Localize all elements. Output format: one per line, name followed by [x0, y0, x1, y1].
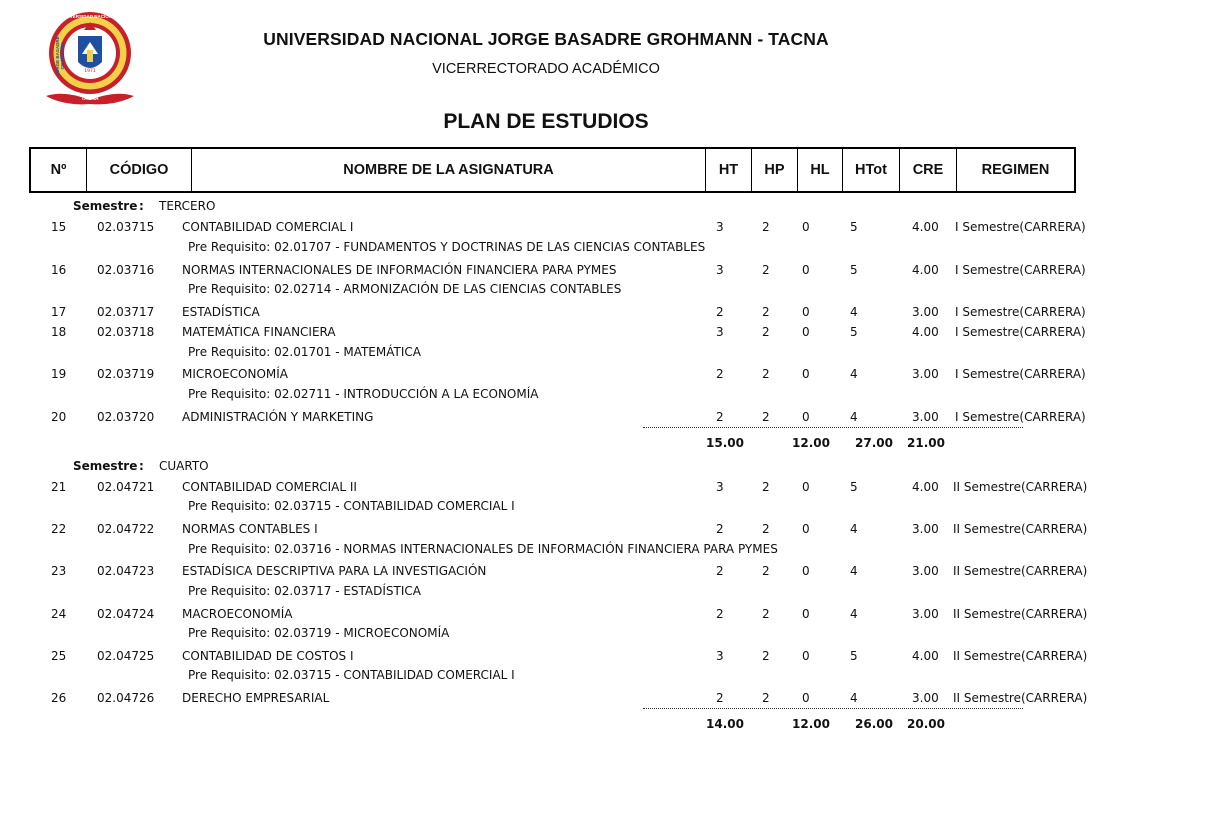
row-cre: 4.00 — [912, 263, 939, 277]
logo-top-text: UNIVERSIDAD NACIONAL — [61, 14, 118, 19]
row-hp: 2 — [762, 410, 770, 424]
row-htot: 4 — [850, 522, 858, 536]
row-hl: 0 — [802, 410, 810, 424]
row-htot: 4 — [850, 305, 858, 319]
row-prerequisite: Pre Requisito: 02.01701 - MATEMÁTICA — [188, 345, 421, 359]
row-number: 22 — [51, 522, 67, 536]
row-code: 02.04725 — [97, 649, 155, 663]
row-number: 26 — [51, 691, 67, 705]
row-number: 21 — [51, 480, 67, 494]
total-cre: 20.00 — [907, 717, 945, 731]
row-cre: 4.00 — [912, 325, 939, 339]
total-ht: 15.00 — [706, 436, 744, 450]
row-code: 02.03716 — [97, 263, 155, 277]
svg-text:1971: 1971 — [84, 69, 96, 74]
row-number: 24 — [51, 607, 67, 621]
row-ht: 2 — [716, 607, 724, 621]
row-course-name: ESTADÍSICA DESCRIPTIVA PARA LA INVESTIGACIÓN — [182, 564, 487, 578]
row-ht: 3 — [716, 220, 724, 234]
row-course-name: ESTADÍSTICA — [182, 305, 260, 319]
page-title: PLAN DE ESTUDIOS — [443, 110, 649, 133]
row-hp: 2 — [762, 691, 770, 705]
col-ht: HT — [706, 149, 752, 191]
col-code: CÓDIGO — [87, 149, 192, 191]
row-code: 02.03715 — [97, 220, 155, 234]
row-ht: 2 — [716, 564, 724, 578]
row-hl: 0 — [802, 522, 810, 536]
row-course-name: MATEMÁTICA FINANCIERA — [182, 325, 336, 339]
row-code: 02.03718 — [97, 325, 155, 339]
row-course-name: ADMINISTRACIÓN Y MARKETING — [182, 410, 374, 424]
total-hl: 12.00 — [792, 436, 830, 450]
row-cre: 3.00 — [912, 691, 939, 705]
row-hp: 2 — [762, 367, 770, 381]
row-htot: 5 — [850, 325, 858, 339]
total-htot: 26.00 — [855, 717, 893, 731]
row-number: 23 — [51, 564, 67, 578]
row-hl: 0 — [802, 480, 810, 494]
row-course-name: MACROECONOMÍA — [182, 607, 293, 621]
semester-sep: : — [139, 199, 144, 213]
total-ht: 14.00 — [706, 717, 744, 731]
row-regimen: I Semestre(CARRERA) — [955, 410, 1086, 424]
row-regimen: II Semestre(CARRERA) — [953, 649, 1088, 663]
row-code: 02.03719 — [97, 367, 155, 381]
total-separator — [643, 425, 1023, 428]
total-hl: 12.00 — [792, 717, 830, 731]
row-course-name: NORMAS CONTABLES I — [182, 522, 318, 536]
row-code: 02.04723 — [97, 564, 155, 578]
row-course-name: CONTABILIDAD COMERCIAL I — [182, 220, 354, 234]
row-regimen: I Semestre(CARRERA) — [955, 367, 1086, 381]
row-number: 17 — [51, 305, 67, 319]
row-number: 19 — [51, 367, 67, 381]
row-code: 02.03717 — [97, 305, 155, 319]
row-course-name: DERECHO EMPRESARIAL — [182, 691, 330, 705]
row-hp: 2 — [762, 263, 770, 277]
row-hl: 0 — [802, 325, 810, 339]
row-hp: 2 — [762, 522, 770, 536]
row-hl: 0 — [802, 220, 810, 234]
row-hp: 2 — [762, 564, 770, 578]
row-ht: 3 — [716, 263, 724, 277]
row-ht: 2 — [716, 691, 724, 705]
row-regimen: II Semestre(CARRERA) — [953, 564, 1088, 578]
row-htot: 4 — [850, 691, 858, 705]
row-prerequisite: Pre Requisito: 02.03716 - NORMAS INTERNACIONALES DE INFORMACIÓN FINANCIERA PARA PYMES — [188, 542, 778, 556]
row-prerequisite: Pre Requisito: 02.03719 - MICROECONOMÍA — [188, 626, 450, 640]
row-hp: 2 — [762, 305, 770, 319]
row-cre: 3.00 — [912, 367, 939, 381]
row-hl: 0 — [802, 564, 810, 578]
row-cre: 4.00 — [912, 649, 939, 663]
row-cre: 4.00 — [912, 480, 939, 494]
row-prerequisite: Pre Requisito: 02.01707 - FUNDAMENTOS Y DOCTRINAS DE LAS CIENCIAS CONTABLES — [188, 240, 706, 254]
row-code: 02.04726 — [97, 691, 155, 705]
col-regimen: REGIMEN — [981, 162, 1050, 178]
row-ht: 2 — [716, 305, 724, 319]
row-regimen: I Semestre(CARRERA) — [955, 220, 1086, 234]
row-htot: 5 — [850, 480, 858, 494]
row-hl: 0 — [802, 263, 810, 277]
col-no: Nº — [31, 149, 87, 191]
row-course-name: CONTABILIDAD COMERCIAL II — [182, 480, 357, 494]
row-prerequisite: Pre Requisito: 02.02711 - INTRODUCCIÓN A LA ECONOMÍA — [188, 387, 539, 401]
row-hl: 0 — [802, 649, 810, 663]
row-htot: 4 — [850, 410, 858, 424]
row-regimen: II Semestre(CARRERA) — [953, 607, 1088, 621]
semester-label: Semestre — [73, 199, 138, 213]
row-hl: 0 — [802, 305, 810, 319]
semester-label: Semestre — [73, 459, 138, 473]
total-cre: 21.00 — [907, 436, 945, 450]
row-prerequisite: Pre Requisito: 02.03717 - ESTADÍSTICA — [188, 584, 421, 598]
row-htot: 4 — [850, 367, 858, 381]
row-code: 02.04724 — [97, 607, 155, 621]
row-regimen: I Semestre(CARRERA) — [955, 263, 1086, 277]
row-regimen: I Semestre(CARRERA) — [955, 325, 1086, 339]
row-cre: 3.00 — [912, 305, 939, 319]
row-number: 16 — [51, 263, 67, 277]
col-htot: HTot — [843, 149, 900, 191]
row-regimen: II Semestre(CARRERA) — [953, 480, 1088, 494]
row-regimen: II Semestre(CARRERA) — [953, 522, 1088, 536]
row-hp: 2 — [762, 480, 770, 494]
row-prerequisite: Pre Requisito: 02.03715 - CONTABILIDAD COMERCIAL I — [188, 668, 515, 682]
row-number: 20 — [51, 410, 67, 424]
row-ht: 3 — [716, 325, 724, 339]
row-htot: 4 — [850, 564, 858, 578]
row-cre: 4.00 — [912, 220, 939, 234]
logo-side-text: JORGE BASADRE GROHMANN — [55, 36, 65, 76]
row-prerequisite: Pre Requisito: 02.03715 - CONTABILIDAD COMERCIAL I — [188, 499, 515, 513]
row-code: 02.03720 — [97, 410, 155, 424]
university-logo — [44, 8, 136, 106]
row-hp: 2 — [762, 649, 770, 663]
row-ht: 3 — [716, 649, 724, 663]
row-regimen: II Semestre(CARRERA) — [953, 691, 1088, 705]
row-ht: 2 — [716, 522, 724, 536]
row-hp: 2 — [762, 220, 770, 234]
row-cre: 3.00 — [912, 522, 939, 536]
row-hp: 2 — [762, 607, 770, 621]
logo-bottom-text: TACNA — [81, 96, 99, 102]
row-hp: 2 — [762, 325, 770, 339]
vice-rectorate: VICERRECTORADO ACADÉMICO — [432, 61, 660, 77]
row-course-name: MICROECONOMÍA — [182, 367, 288, 381]
row-ht: 2 — [716, 367, 724, 381]
row-code: 02.04722 — [97, 522, 155, 536]
row-cre: 3.00 — [912, 607, 939, 621]
row-code: 02.04721 — [97, 480, 155, 494]
row-htot: 5 — [850, 263, 858, 277]
row-htot: 5 — [850, 220, 858, 234]
row-hl: 0 — [802, 607, 810, 621]
row-hl: 0 — [802, 691, 810, 705]
row-course-name: NORMAS INTERNACIONALES DE INFORMACIÓN FINANCIERA PARA PYMES — [182, 263, 617, 277]
row-number: 15 — [51, 220, 67, 234]
row-cre: 3.00 — [912, 410, 939, 424]
row-prerequisite: Pre Requisito: 02.02714 - ARMONIZACIÓN DE LAS CIENCIAS CONTABLES — [188, 282, 622, 296]
semester-name: CUARTO — [159, 459, 209, 473]
row-ht: 2 — [716, 410, 724, 424]
col-cre: CRE — [900, 149, 957, 191]
row-course-name: CONTABILIDAD DE COSTOS I — [182, 649, 354, 663]
row-cre: 3.00 — [912, 564, 939, 578]
col-hl: HL — [798, 149, 843, 191]
total-htot: 27.00 — [855, 436, 893, 450]
total-separator — [643, 706, 1023, 709]
semester-sep: : — [139, 459, 144, 473]
row-regimen: I Semestre(CARRERA) — [955, 305, 1086, 319]
row-number: 25 — [51, 649, 67, 663]
row-number: 18 — [51, 325, 67, 339]
row-htot: 5 — [850, 649, 858, 663]
row-htot: 4 — [850, 607, 858, 621]
col-name: NOMBRE DE LA ASIGNATURA — [192, 149, 706, 191]
table-header — [29, 147, 1076, 193]
semester-name: TERCERO — [159, 199, 216, 213]
col-hp: HP — [752, 149, 798, 191]
row-ht: 3 — [716, 480, 724, 494]
university-name: UNIVERSIDAD NACIONAL JORGE BASADRE GROHMANN - TACNA — [263, 29, 829, 49]
row-hl: 0 — [802, 367, 810, 381]
